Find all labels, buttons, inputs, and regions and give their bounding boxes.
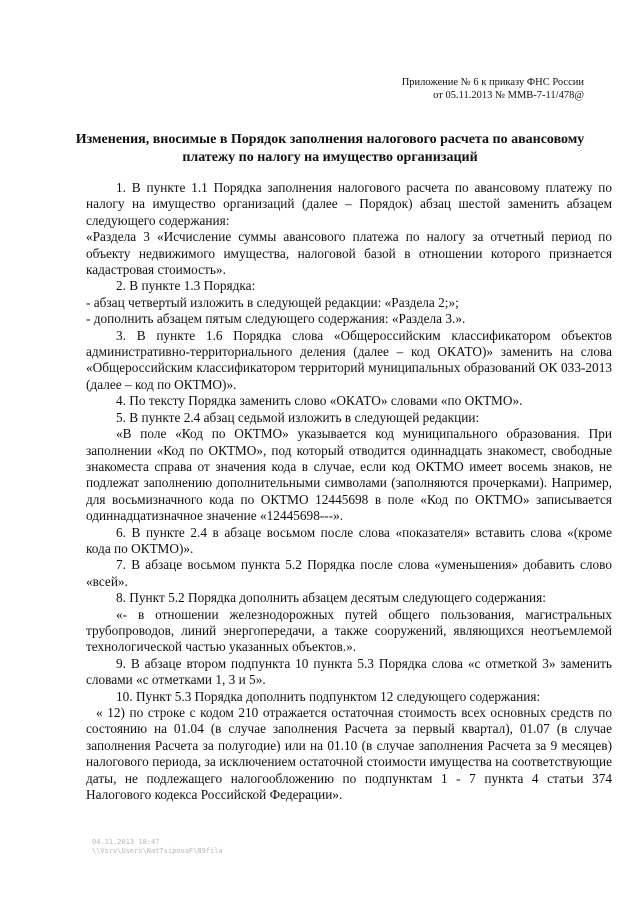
appendix-header — [324, 76, 584, 102]
paragraph-14: 9. В абзаце втором подпункта 10 пункта 5.3 Порядка слова «с отметкой 3» заменить словами «с отметками 1, 3 и 5». — [86, 655, 612, 688]
paragraph-3: 2. В пункте 1.3 Порядка: — [116, 278, 256, 294]
paragraph-13: «- в отношении железнодорожных путей общего пользования, магистральных трубопроводов, линий энергопередачи, а также сооружений, являющихся неотъемлемой технологической частью указанных объектов.». — [86, 606, 612, 655]
paragraph-6: 3. В пункте 1.6 Порядка слова «Общероссийским классификатором объектов административно-территориального деления (далее – код ОКАТО)» заменить на слова «Общероссийским классификатором территорий муниципальных образований ОК 033-2013 (далее – код по ОКТМО)». — [86, 327, 612, 392]
paragraph-9: «В поле «Код по ОКТМО» указывается код муниципального образования. При заполнении «Код по ОКТМО», под который отводится одиннадцать знакомест, свободные знакоместа справа от значения кода в случае, если код ОКТМО имеет восемь знаков, не подлежат заполнению дополнительными символами (заполняются прочерками). Например, для восьмизначного кода по ОКТМО 12445698 в поле «Код по ОКТМО» записывается одиннадцатизначное значение «12445698---». — [86, 426, 612, 524]
paragraph-7: 4. По тексту Порядка заменить слово «ОКАТО» словами «по ОКТМО». — [116, 393, 523, 409]
paragraph-2: «Раздела 3 «Исчисление суммы авансового платежа по налогу за отчетный период по объекту недвижимого имущества, налоговой базой в отношении которого признается кадастровая стоимость». — [86, 229, 612, 278]
paragraph-5: - дополнить абзацем пятым следующего содержания: «Раздела 3.». — [86, 311, 466, 327]
file-stamp — [92, 838, 223, 856]
paragraph-12: 8. Пункт 5.2 Порядка дополнить абзацем десятым следующего содержания: — [116, 590, 546, 606]
document-title: Изменения, вносимые в Порядок заполнения налогового расчета по авансовому платежу по налогу на имущество организаций — [75, 132, 585, 165]
paragraph-11: 7. В абзаце восьмом пункта 5.2 Порядка после слова «уменьшения» добавить слово «всей». — [86, 557, 612, 589]
appendix-line-2: от 05.11.2013 № ММВ-7-11/478@ — [433, 90, 584, 101]
paragraph-15: 10. Пункт 5.3 Порядка дополнить подпунктом 12 следующего содержания: — [116, 688, 541, 704]
appendix-line-1: Приложение № 6 к приказу ФНС России — [401, 77, 584, 88]
paragraph-8: 5. В пункте 2.4 абзац седьмой изложить в следующей редакции: — [116, 409, 480, 425]
paragraph-16: « 12) по строке с кодом 210 отражается остаточная стоимость всех основных средств по состоянию на 01.04 (в случае заполнения Расчета за первый квартал), 01.07 (в случае заполнения Расчета за полугодие) или на 01.10 (в случае заполнения Расчета за 9 месяцев) налогового периода, за исключением остаточной стоимости имущества на соответствующие даты, не подлежащего налогообложению по подпунктам 1 - 7 пункта 4 статьи 374 Налогового кодекса Российской Федерации». — [86, 705, 612, 803]
paragraph-1: 1. В пункте 1.1 Порядка заполнения налогового расчета по авансовому платежу по налогу на имущество организаций (далее – Порядок) абзац шестой заменить абзацем следующего содержания: — [86, 180, 612, 228]
document-body — [86, 180, 612, 803]
paragraph-10: 6. В пункте 2.4 в абзаце восьмом после слова «показателя» вставить слова «(кроме кода по ОКТМО)». — [86, 524, 612, 556]
file-stamp-path: \\Vsrv\Users\NatTsipovaF\89fila — [92, 847, 223, 855]
paragraph-4: - абзац четвертый изложить в следующей редакции: «Раздела 2;»; — [86, 294, 459, 310]
file-stamp-date: 04.11.2013 18:47 — [92, 838, 160, 846]
